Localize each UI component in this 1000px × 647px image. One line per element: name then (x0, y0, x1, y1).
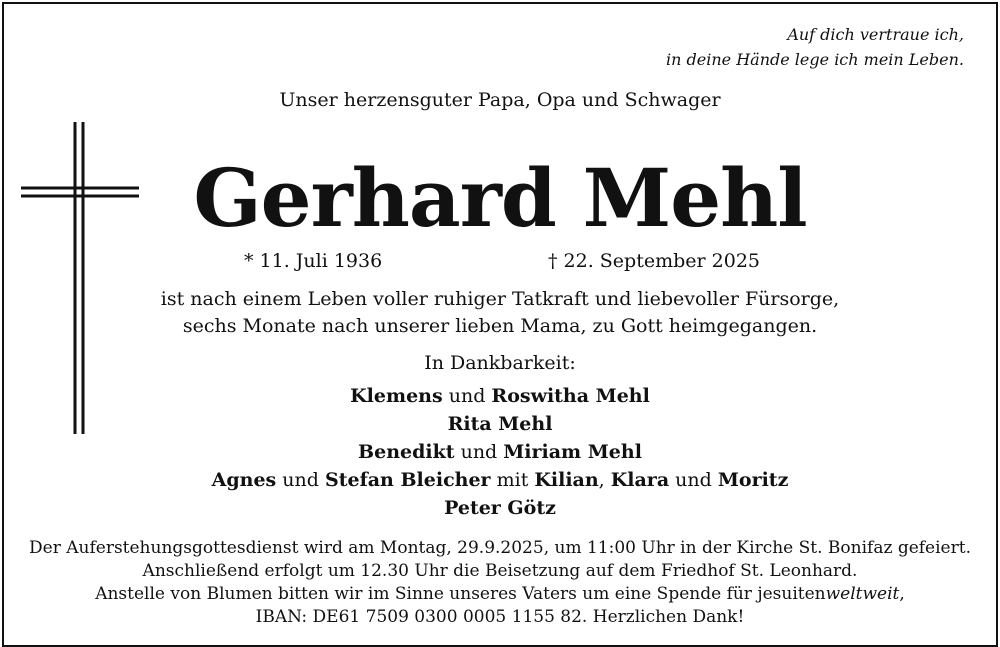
birth-date: * 11. Juli 1936 (244, 250, 383, 272)
punctuation: , (899, 584, 905, 604)
service-info (0, 537, 1000, 629)
footer-line-4: IBAN: DE61 7509 0300 0005 1155 82. Herzlichen Dank! (255, 607, 745, 627)
family-name: Rita Mehl (447, 413, 553, 435)
family-name: Roswitha Mehl (491, 385, 650, 407)
motto-line-2: in deine Hände lege ich mein Leben. (666, 50, 964, 69)
donation-org-suffix: weltweit (825, 584, 900, 604)
family-name: Peter Götz (444, 497, 556, 519)
donation-text: Anstelle von Blumen bitten wir im Sinne unseres Vaters um eine Spende für jesuiten (95, 584, 826, 604)
intro-line: Unser herzensguter Papa, Opa und Schwager (279, 89, 721, 111)
family-row (0, 410, 1000, 438)
family-name: Stefan Bleicher (324, 469, 491, 491)
family-row (0, 382, 1000, 410)
family-name: Klemens (350, 385, 443, 407)
motto-verse (666, 22, 964, 72)
connector: und (454, 441, 504, 463)
footer-line-1: Der Auferstehungsgottesdienst wird am Montag, 29.9.2025, um 11:00 Uhr in der Kirche St. Bonifaz gefeiert. (29, 538, 971, 558)
family-name: Moritz (717, 469, 789, 491)
family-name: Klara (610, 469, 670, 491)
connector: , (598, 469, 611, 491)
connector: und (276, 469, 325, 491)
footer-line-2: Anschließend erfolgt um 12.30 Uhr die Beisetzung auf dem Friedhof St. Leonhard. (142, 561, 858, 581)
footer-line-3 (0, 583, 1000, 606)
deceased-name: Gerhard Mehl (193, 151, 807, 245)
connector: und (442, 385, 492, 407)
family-name: Benedikt (358, 441, 455, 463)
gratitude-heading: In Dankbarkeit: (424, 352, 576, 374)
message (0, 286, 1000, 340)
family-name: Agnes (211, 469, 277, 491)
family-list (0, 382, 1000, 522)
family-name: Kilian (534, 469, 599, 491)
family-row (0, 466, 1000, 494)
message-line-2: sechs Monate nach unserer lieben Mama, zu Gott heimgegangen. (182, 315, 818, 337)
family-name: Miriam Mehl (503, 441, 642, 463)
connector: mit (490, 469, 535, 491)
death-date: † 22. September 2025 (548, 250, 760, 272)
message-line-1: ist nach einem Leben voller ruhiger Tatkraft und liebevoller Fürsorge, (160, 288, 840, 310)
family-row (0, 494, 1000, 522)
connector: und (669, 469, 718, 491)
family-row (0, 438, 1000, 466)
motto-line-1: Auf dich vertraue ich, (787, 25, 964, 44)
